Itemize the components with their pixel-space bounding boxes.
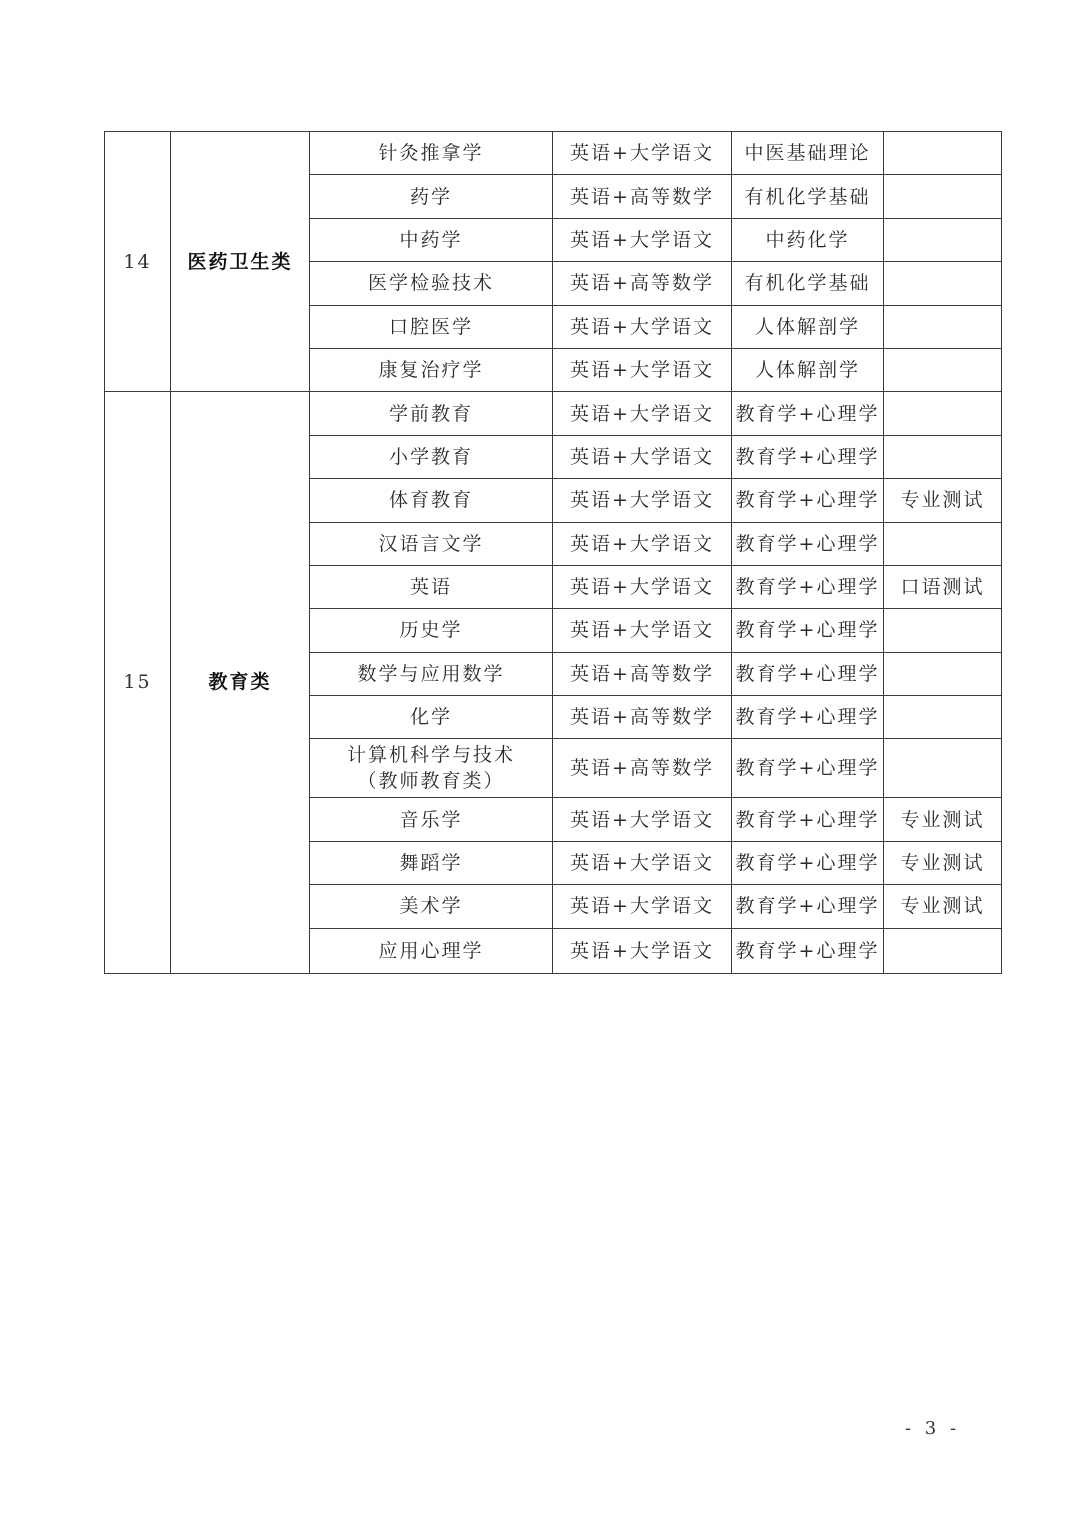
major-cell: 舞蹈学 xyxy=(310,841,553,884)
public-subjects-cell: 英语+大学语文 xyxy=(553,798,732,841)
note-cell: 专业测试 xyxy=(884,841,1002,884)
note-cell xyxy=(884,652,1002,695)
professional-subject-cell: 有机化学基础 xyxy=(732,262,884,305)
major-cell: 康复治疗学 xyxy=(310,348,553,391)
professional-subject-cell: 教育学+心理学 xyxy=(732,479,884,522)
public-subjects-cell: 英语+高等数学 xyxy=(553,175,732,218)
public-subjects-cell: 英语+大学语文 xyxy=(553,479,732,522)
major-cell: 应用心理学 xyxy=(310,928,553,973)
major-line-1: 计算机科学与技术 xyxy=(346,744,515,767)
professional-subject-cell: 教育学+心理学 xyxy=(732,798,884,841)
major-cell: 音乐学 xyxy=(310,798,553,841)
major-cell: 英语 xyxy=(310,565,553,608)
public-subjects-cell: 英语+大学语文 xyxy=(553,928,732,973)
note-cell xyxy=(884,132,1002,175)
note-cell xyxy=(884,305,1002,348)
public-subjects-cell: 英语+高等数学 xyxy=(553,739,732,798)
public-subjects-cell: 英语+大学语文 xyxy=(553,885,732,928)
note-cell xyxy=(884,928,1002,973)
note-cell xyxy=(884,392,1002,435)
professional-subject-cell: 有机化学基础 xyxy=(732,175,884,218)
public-subjects-cell: 英语+大学语文 xyxy=(553,392,732,435)
major-cell: 药学 xyxy=(310,175,553,218)
note-cell xyxy=(884,739,1002,798)
professional-subject-cell: 教育学+心理学 xyxy=(732,739,884,798)
note-cell xyxy=(884,696,1002,739)
professional-subject-cell: 中药化学 xyxy=(732,218,884,261)
professional-subject-cell: 教育学+心理学 xyxy=(732,609,884,652)
group-number: 15 xyxy=(105,392,171,973)
note-cell xyxy=(884,609,1002,652)
professional-subject-cell: 人体解剖学 xyxy=(732,348,884,391)
public-subjects-cell: 英语+大学语文 xyxy=(553,305,732,348)
note-cell xyxy=(884,175,1002,218)
note-cell xyxy=(884,435,1002,478)
table-row xyxy=(105,392,1002,435)
public-subjects-cell: 英语+大学语文 xyxy=(553,609,732,652)
professional-subject-cell: 教育学+心理学 xyxy=(732,565,884,608)
major-cell: 医学检验技术 xyxy=(310,262,553,305)
professional-subject-cell: 教育学+心理学 xyxy=(732,928,884,973)
public-subjects-cell: 英语+大学语文 xyxy=(553,522,732,565)
major-cell: 学前教育 xyxy=(310,392,553,435)
professional-subject-cell: 人体解剖学 xyxy=(732,305,884,348)
note-cell: 专业测试 xyxy=(884,885,1002,928)
professional-subject-cell: 教育学+心理学 xyxy=(732,885,884,928)
professional-subject-cell: 中医基础理论 xyxy=(732,132,884,175)
professional-subject-cell: 教育学+心理学 xyxy=(732,392,884,435)
note-cell xyxy=(884,262,1002,305)
professional-subject-cell: 教育学+心理学 xyxy=(732,522,884,565)
public-subjects-cell: 英语+高等数学 xyxy=(553,262,732,305)
category-name: 医药卫生类 xyxy=(171,132,310,392)
major-cell: 口腔医学 xyxy=(310,305,553,348)
note-cell: 口语测试 xyxy=(884,565,1002,608)
public-subjects-cell: 英语+大学语文 xyxy=(553,841,732,884)
page-number: - 3 - xyxy=(905,1418,961,1439)
professional-subject-cell: 教育学+心理学 xyxy=(732,696,884,739)
note-cell xyxy=(884,522,1002,565)
major-cell: 汉语言文学 xyxy=(310,522,553,565)
note-cell: 专业测试 xyxy=(884,479,1002,522)
public-subjects-cell: 英语+大学语文 xyxy=(553,565,732,608)
majors-exam-table xyxy=(104,131,1002,974)
public-subjects-cell: 英语+大学语文 xyxy=(553,435,732,478)
major-cell xyxy=(310,739,553,798)
public-subjects-cell: 英语+大学语文 xyxy=(553,348,732,391)
public-subjects-cell: 英语+大学语文 xyxy=(553,218,732,261)
professional-subject-cell: 教育学+心理学 xyxy=(732,652,884,695)
professional-subject-cell: 教育学+心理学 xyxy=(732,841,884,884)
note-cell xyxy=(884,348,1002,391)
public-subjects-cell: 英语+大学语文 xyxy=(553,132,732,175)
group-number: 14 xyxy=(105,132,171,392)
note-cell xyxy=(884,218,1002,261)
professional-subject-cell: 教育学+心理学 xyxy=(732,435,884,478)
major-cell: 针灸推拿学 xyxy=(310,132,553,175)
table-row xyxy=(105,132,1002,175)
category-name: 教育类 xyxy=(171,392,310,973)
major-cell: 数学与应用数学 xyxy=(310,652,553,695)
major-line-2: （教师教育类） xyxy=(357,770,505,793)
major-cell: 历史学 xyxy=(310,609,553,652)
public-subjects-cell: 英语+高等数学 xyxy=(553,696,732,739)
major-cell: 美术学 xyxy=(310,885,553,928)
major-cell: 中药学 xyxy=(310,218,553,261)
note-cell: 专业测试 xyxy=(884,798,1002,841)
major-cell: 小学教育 xyxy=(310,435,553,478)
major-cell: 化学 xyxy=(310,696,553,739)
major-cell: 体育教育 xyxy=(310,479,553,522)
public-subjects-cell: 英语+高等数学 xyxy=(553,652,732,695)
